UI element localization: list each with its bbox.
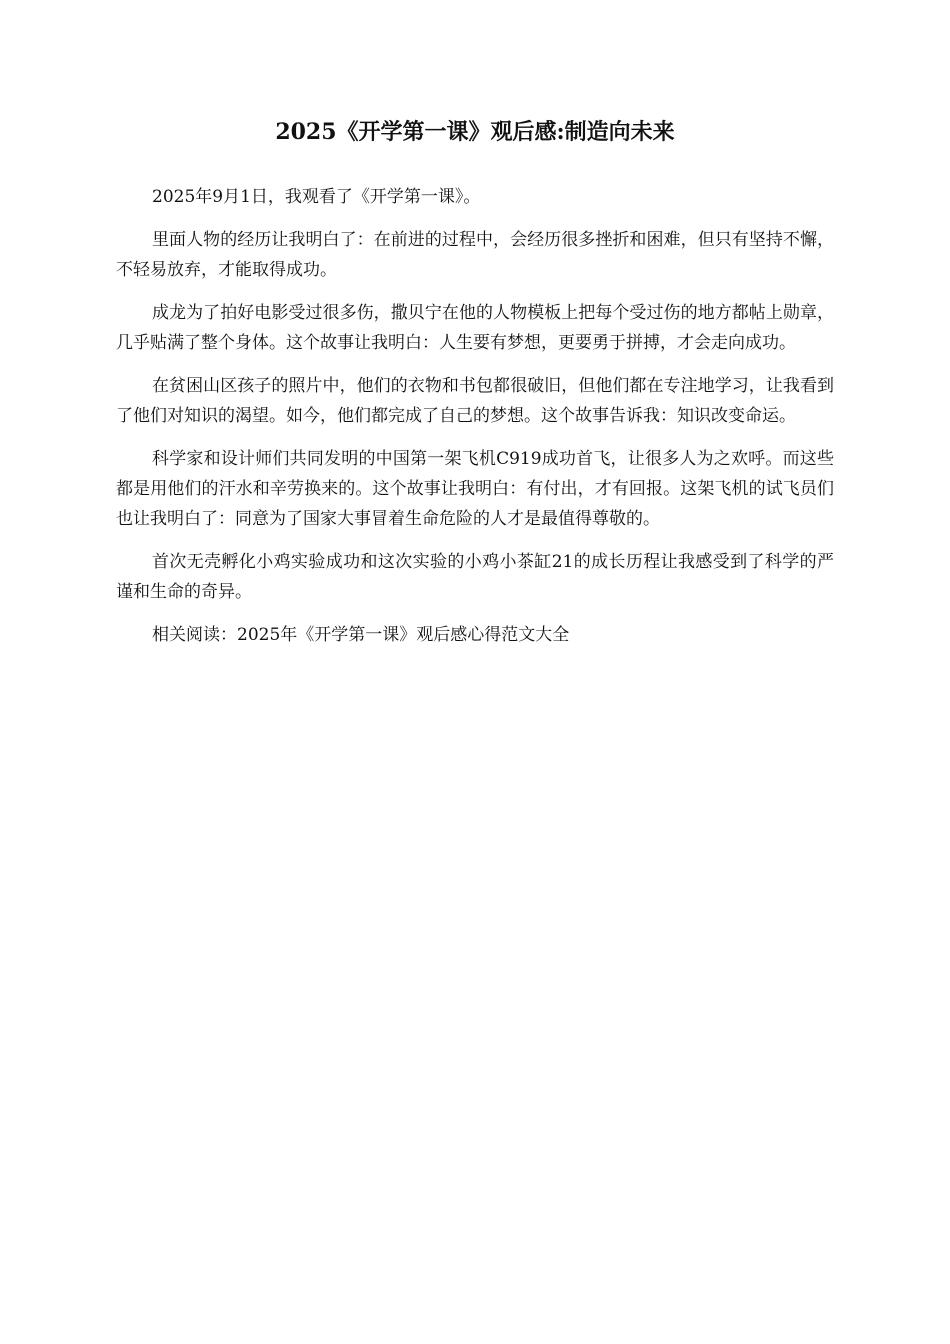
paragraph-c919: 科学家和设计师们共同发明的中国第一架飞机C919成功首飞，让很多人为之欢呼。而这些都是用他们的汗水和辛劳换来的。这个故事让我明白：有付出，才有回报。这架飞机的试飞员们也让我明白了：同意为了国家大事冒着生命危险的人才是最值得尊敬的。 [116,449,834,529]
document-title: 2025《开学第一课》观后感:制造向未来 [275,119,675,145]
paragraph-date: 2025年9月1日，我观看了《开学第一课》。 [152,187,481,207]
document-body [116,182,834,663]
paragraph-chick-experiment: 首次无壳孵化小鸡实验成功和这次实验的小鸡小茶缸21的成长历程让我感受到了科学的严谨和生命的奇异。 [116,552,834,602]
paragraph-lesson: 里面人物的经历让我明白了：在前进的过程中，会经历很多挫折和困难，但只有坚持不懈，不轻易放弃，才能取得成功。 [116,230,834,280]
paragraph-jackie-chan: 成龙为了拍好电影受过很多伤，撒贝宁在他的人物模板上把每个受过伤的地方都帖上勋章，几乎贴满了整个身体。这个故事让我明白：人生要有梦想，更要勇于拼搏，才会走向成功。 [116,303,834,353]
related-reading: 相关阅读：2025年《开学第一课》观后感心得范文大全 [152,625,570,645]
paragraph-mountain-children: 在贫困山区孩子的照片中，他们的衣物和书包都很破旧，但他们都在专注地学习，让我看到了他们对知识的渴望。如今，他们都完成了自己的梦想。这个故事告诉我：知识改变命运。 [116,376,834,426]
